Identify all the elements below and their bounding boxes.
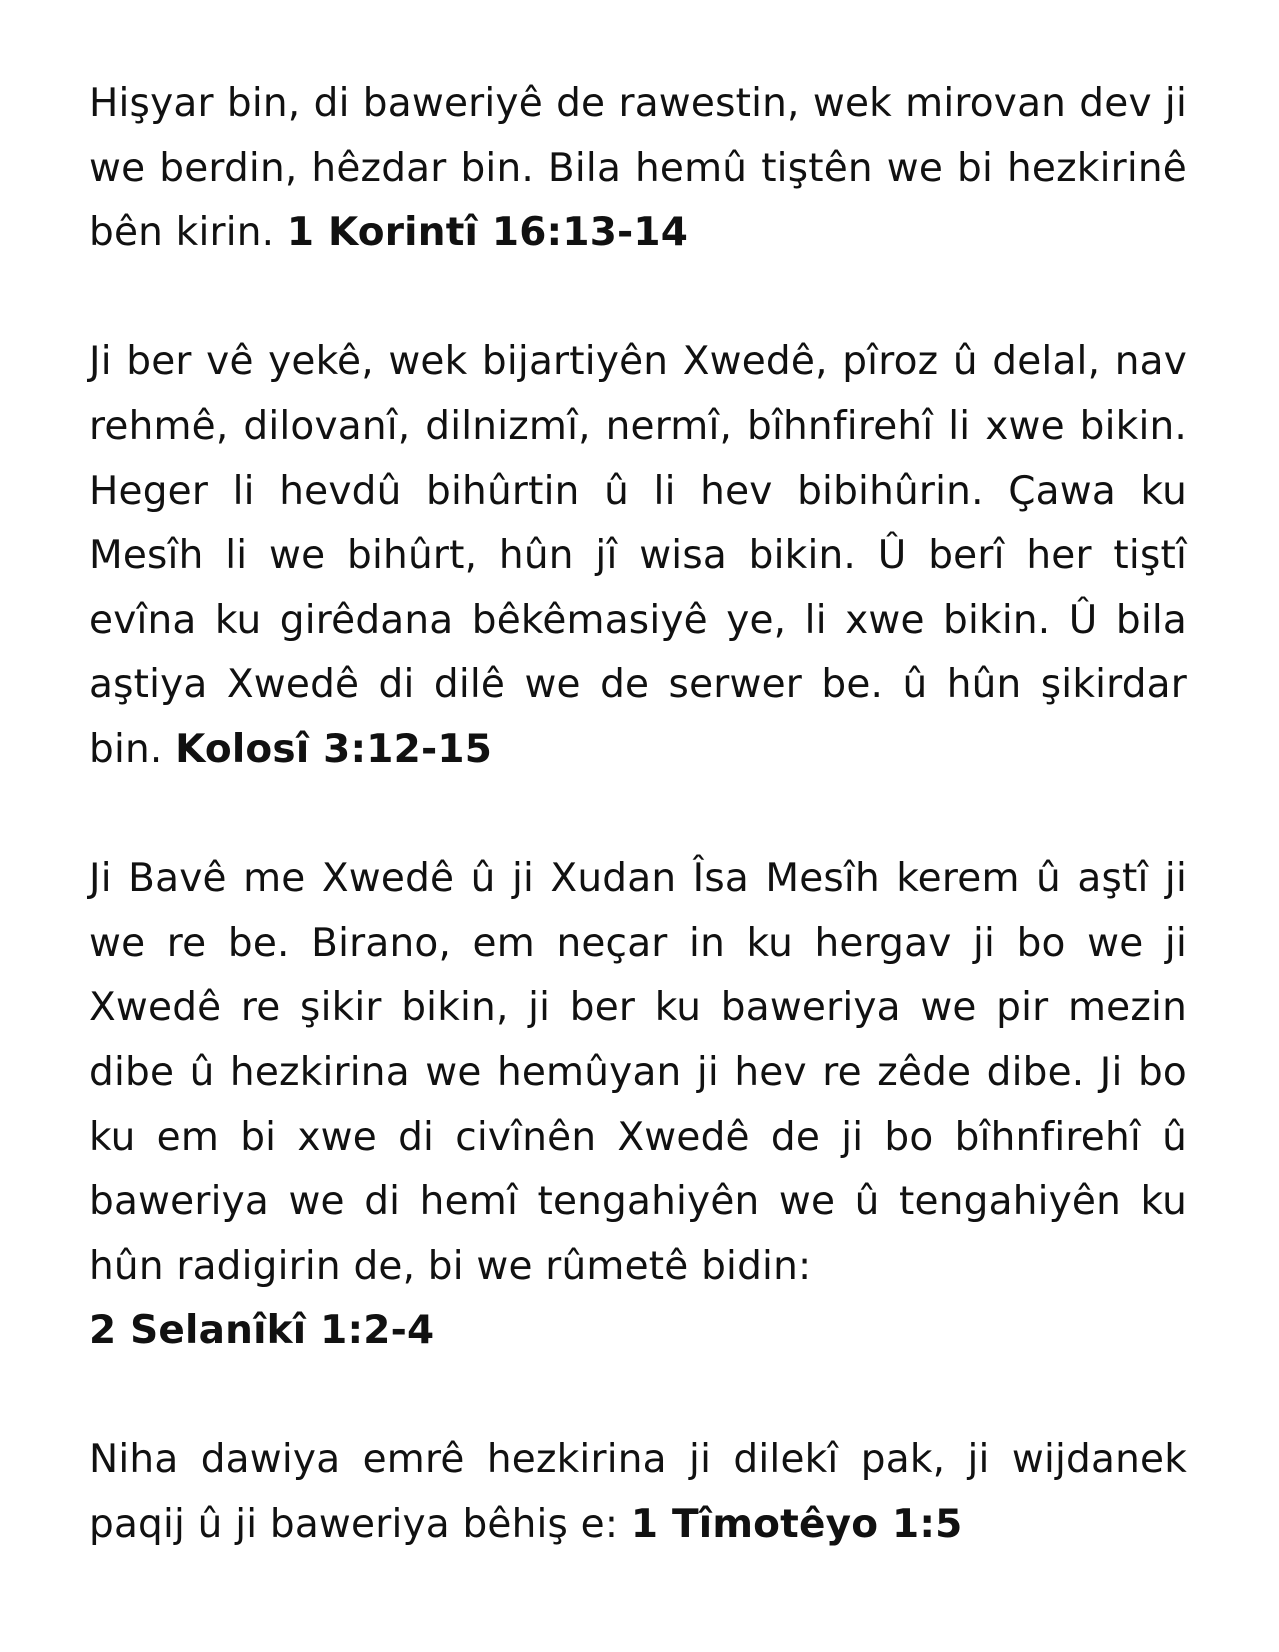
verse-reference: 1 Tîmotêyo 1:5 — [630, 1502, 963, 1548]
verse-paragraph — [89, 847, 1187, 1364]
verse-reference: Kolosî 3:12-15 — [175, 726, 493, 772]
verse-paragraph — [89, 1428, 1187, 1557]
verse-text: Niha dawiya emrê hezkirina ji dilekî pak, ji wijdanek paqij û ji baweriya bêhiş e: — [89, 1437, 1187, 1548]
verse-paragraph — [89, 330, 1187, 782]
verse-text: Hişyar bin, di baweriyê de rawestin, wek mirovan dev ji we berdin, hêzdar bin. Bila hemû tiştên we bi hezkirinê bên kirin. — [89, 81, 1187, 256]
verse-paragraph — [89, 72, 1187, 266]
verse-text: Ji ber vê yekê, wek bijartiyên Xwedê, pîroz û delal, nav rehmê, dilovanî, dilnizmî, nermî, bîhnfirehî li xwe bikin. Heger li hevdû bihûrtin û li hev bibihûrin. Çawa ku Mesîh li we bihûrt, hûn jî wisa bikin. Û berî her tiştî evîna ku girêdana bêkêmasiyê ye, li xwe bikin. Û bila aştiya Xwedê di dilê we de serwer be. û hûn şikirdar bin. — [89, 339, 1187, 772]
verse-text: Ji Bavê me Xwedê û ji Xudan Îsa Mesîh kerem û aştî ji we re be. Birano, em neçar in ku hergav ji bo we ji Xwedê re şikir bikin, ji ber ku baweriya we pir mezin dibe û hezkirina we hemûyan ji hev re zêde dibe. Ji bo ku em bi xwe di civînên Xwedê de ji bo bîhnfirehî û baweriya we di hemî tengahiyên we û tengahiyên ku hûn radigirin de, bi we rûmetê bidin: — [89, 856, 1187, 1289]
verse-reference: 2 Selanîkî 1:2-4 — [89, 1308, 435, 1354]
verse-reference: 1 Korintî 16:13-14 — [286, 210, 689, 256]
document-page — [89, 72, 1187, 1558]
